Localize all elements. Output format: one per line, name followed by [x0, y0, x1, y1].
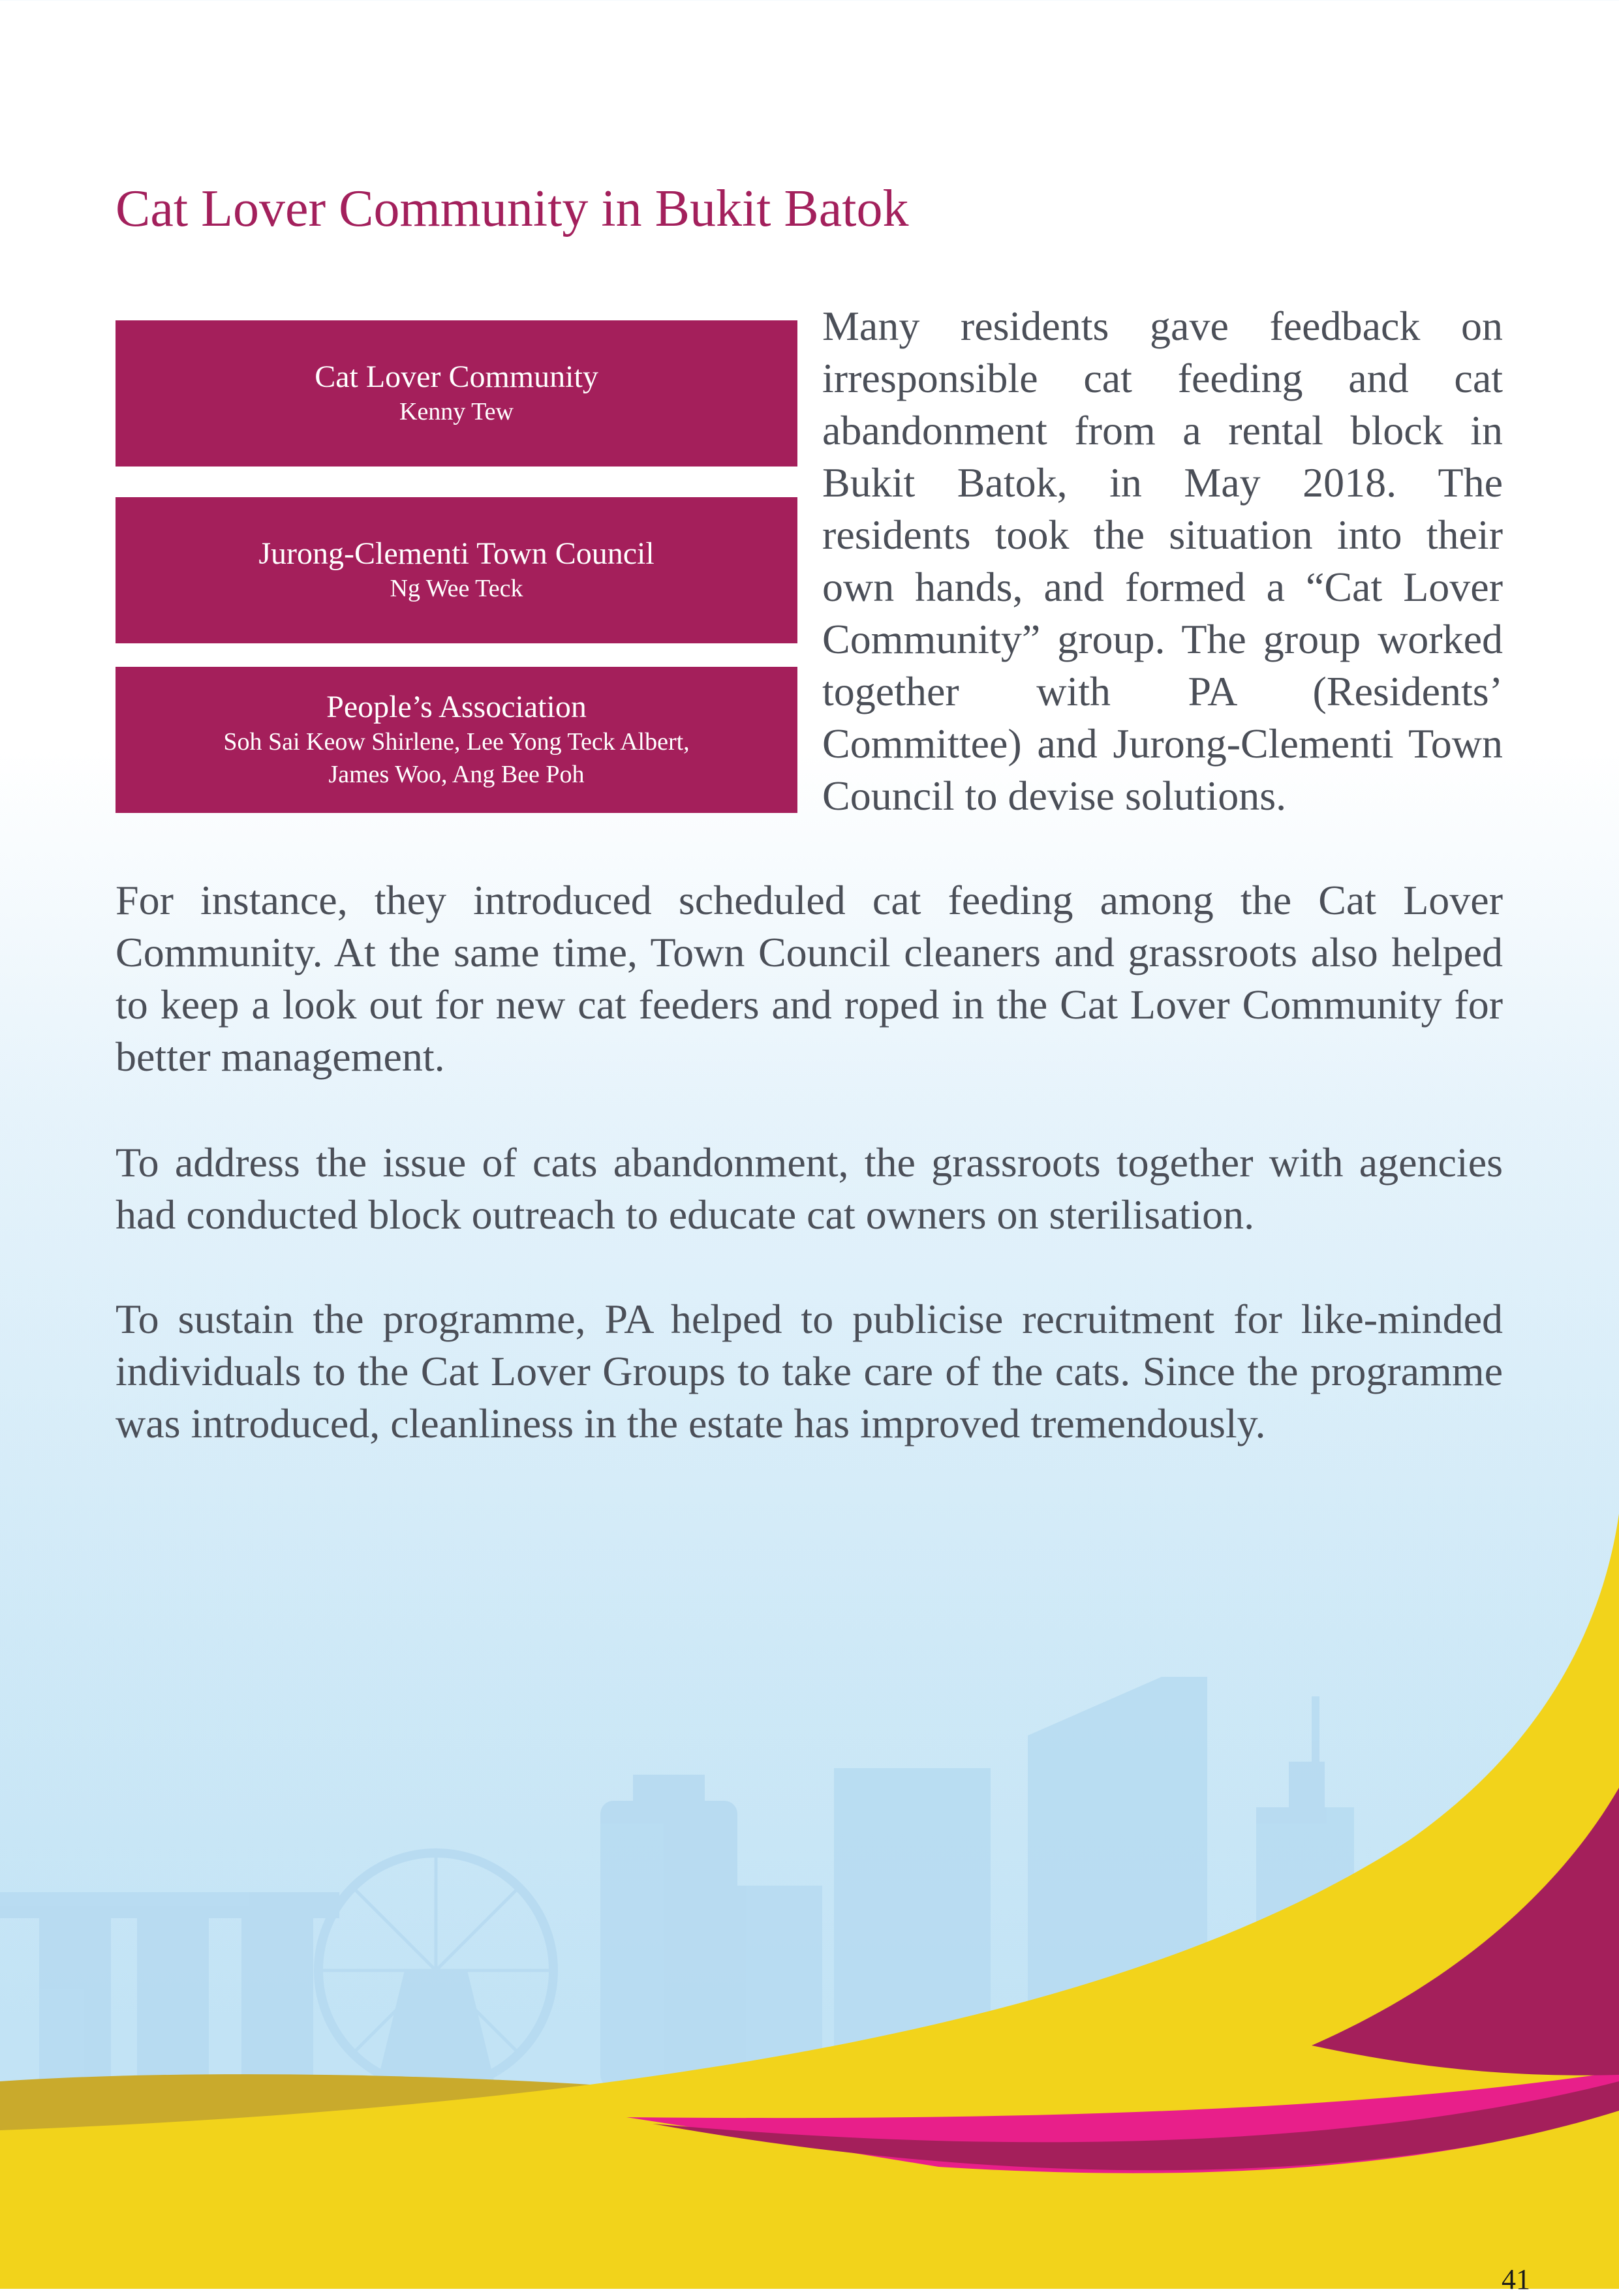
org-box-town-council	[116, 497, 797, 643]
page-number: 41	[1502, 2263, 1530, 2295]
org-box-peoples-association	[116, 667, 797, 813]
body-paragraph: To sustain the programme, PA helped to publicise recruitment for like-minded individuals to the Cat Lover Groups to take care of the cats. Since the programme was introduced, cleanliness in the estate has improved tremendously.	[116, 1296, 1503, 1446]
org-people: Kenny Tew	[399, 398, 514, 425]
org-people: James Woo, Ang Bee Poh	[328, 761, 585, 788]
org-name: Jurong-Clementi Town Council	[258, 536, 655, 571]
org-box-cat-lover-community	[116, 320, 797, 467]
org-name: Cat Lover Community	[315, 360, 598, 394]
intro-paragraph: Many residents gave feedback on irresponsible cat feeding and cat abandonment from a rental block in Bukit Batok, in May 2018. The residents took the situation into their own hands, and formed a “Cat Lover Community” group. The group worked together with PA (Residents’ Committee) and Jurong-Clementi Town Council to devise solutions.	[822, 303, 1503, 819]
body-paragraph: To address the issue of cats abandonment, the grassroots together with agencies had conducted block outreach to educate cat owners on sterilisation.	[116, 1139, 1503, 1238]
org-people: Soh Sai Keow Shirlene, Lee Yong Teck Albert,	[223, 728, 690, 756]
org-name: People’s Association	[326, 690, 587, 724]
org-people: Ng Wee Teck	[390, 575, 523, 602]
page-title: Cat Lover Community in Bukit Batok	[116, 180, 909, 237]
body-paragraph: For instance, they introduced scheduled cat feeding among the Cat Lover Community. At the same time, Town Council cleaners and grassroots also helped to keep a look out for new cat feeders and roped in the Cat Lover Community for better management.	[116, 877, 1503, 1080]
